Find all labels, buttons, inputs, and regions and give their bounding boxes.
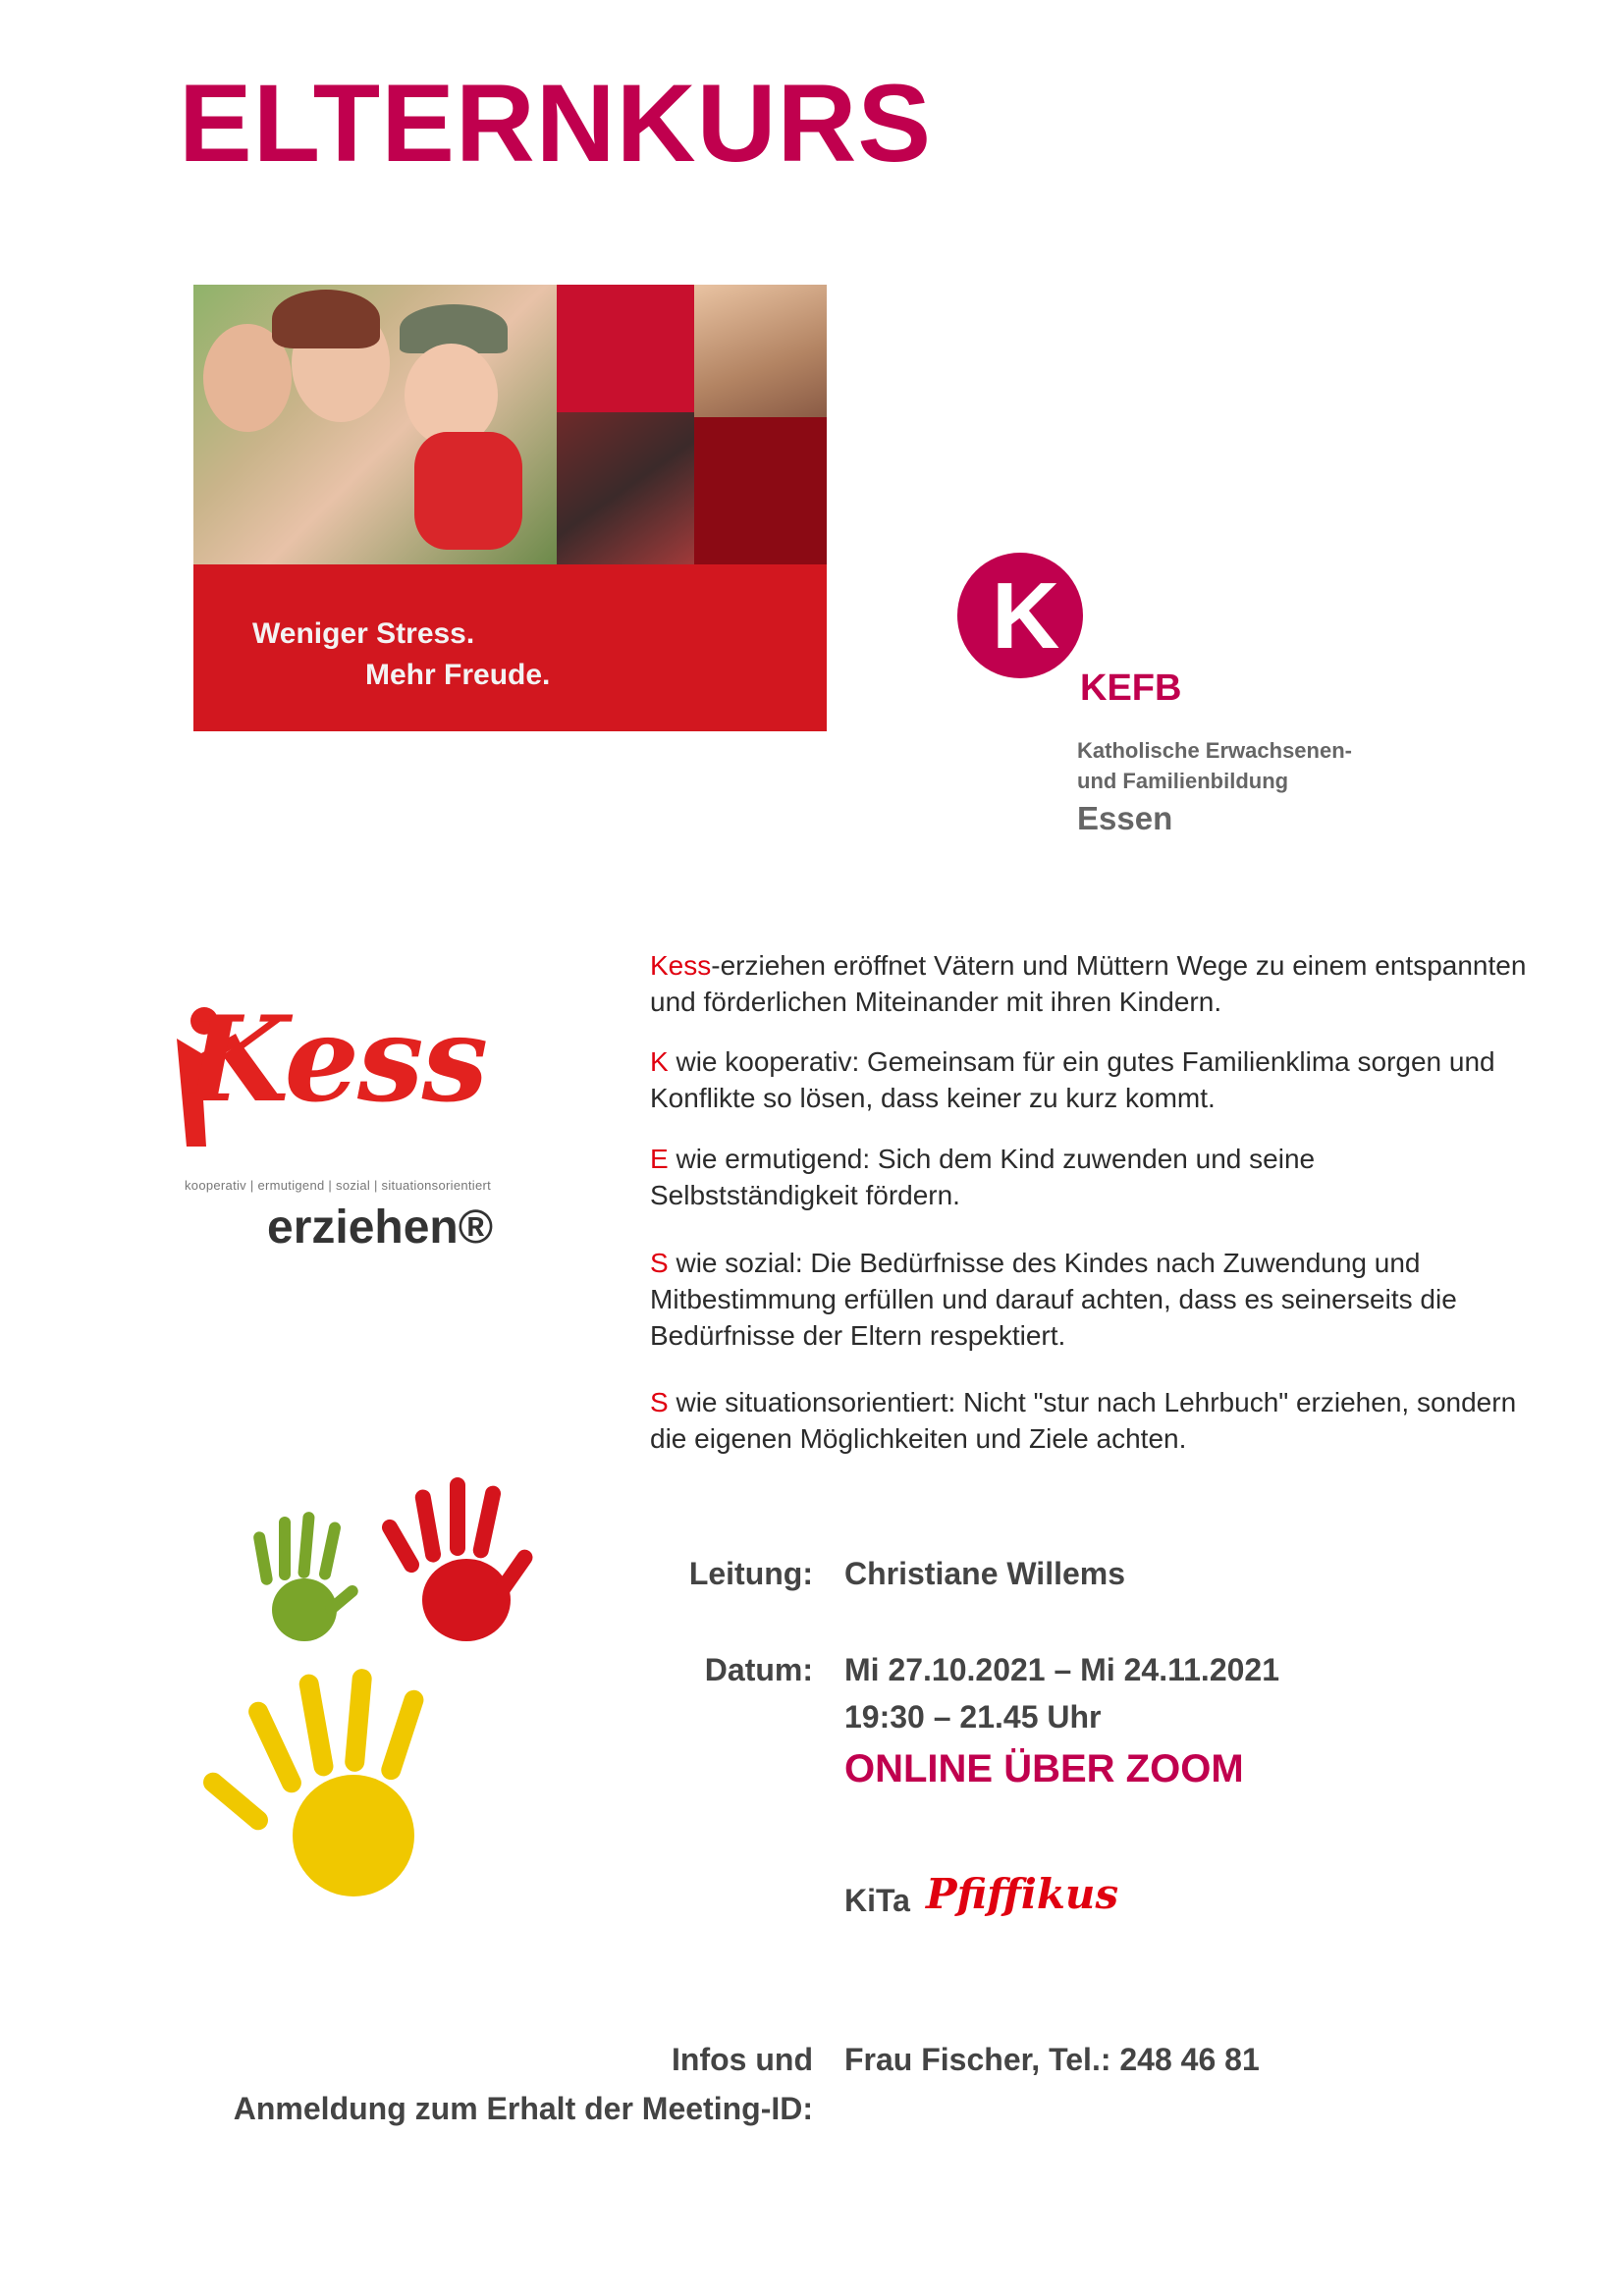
yellow-handprint-icon (216, 1669, 452, 1904)
date-range: Mi 27.10.2021 – Mi 24.11.2021 (844, 1652, 1279, 1687)
paragraph-text: wie sozial: Die Bedürfnisse des Kindes nach Zuwendung und Mitbestimmung erfüllen und darauf achten, dass es seinerseits die Bedürfnisse der Eltern respektiert. (650, 1248, 1457, 1351)
paragraph-text: wie ermutigend: Sich dem Kind zuwenden und seine Selbstständigkeit fördern. (650, 1144, 1316, 1210)
page-title: ELTERNKURS (179, 62, 933, 185)
paragraph-lead: Kess (650, 950, 712, 981)
kess-logo-tagline: kooperativ | ermutigend | sozial | situationsorientiert (185, 1178, 492, 1193)
contact-value: Frau Fischer, Tel.: 248 46 81 (844, 2042, 1260, 2077)
paragraph-text: wie situationsorientiert: Nicht "stur nach Lehrbuch" erziehen, sondern die eigenen Möglichkeiten und Ziele achten. (650, 1387, 1517, 1454)
slogan-line-2: Mehr Freude. (365, 659, 551, 691)
kita-label: KiTa (844, 1883, 910, 1918)
time-range: 19:30 – 21.45 Uhr (844, 1699, 1102, 1735)
paragraph-lead: K (650, 1046, 669, 1077)
girls-photo (694, 285, 827, 417)
paragraph-text: wie kooperativ: Gemeinsam für ein gutes Familienklima sorgen und Konflikte so lösen, dass keiner zu kurz kommt. (650, 1046, 1495, 1113)
kefb-subtitle-1: Katholische Erwachsenen- (1077, 738, 1352, 763)
kefb-city: Essen (1077, 800, 1173, 836)
banner-slogan (252, 614, 550, 696)
kita-name: Pfiffikus (926, 1870, 1119, 1918)
paragraph-sozial (650, 1245, 1563, 1354)
paragraph-ermutigend (650, 1141, 1416, 1213)
kefb-name: KEFB (1080, 667, 1182, 709)
banner-image (193, 285, 827, 731)
kefb-logo-letter: K (992, 563, 1060, 668)
green-handprint-icon (245, 1512, 363, 1649)
paragraph-lead: S (650, 1387, 669, 1417)
leitung-value: Christiane Willems (844, 1556, 1126, 1591)
toy-photo (557, 412, 694, 564)
datum-label: Datum: (704, 1652, 813, 1687)
paragraph-text: -erziehen eröffnet Vätern und Müttern Wege zu einem entspannten und förderlichen Miteinander mit ihren Kindern. (650, 950, 1527, 1017)
paragraph-lead: S (650, 1248, 669, 1278)
paragraph-lead: E (650, 1144, 669, 1174)
paragraph-intro (650, 947, 1563, 1020)
family-photo (193, 285, 557, 564)
kefb-subtitle-2: und Familienbildung (1077, 769, 1289, 793)
online-notice: ONLINE ÜBER ZOOM (844, 1747, 1244, 1790)
slogan-line-1: Weniger Stress. (252, 617, 475, 650)
kess-logo-word: Kess (187, 990, 487, 1129)
paragraph-situationsorientiert (650, 1384, 1534, 1457)
leitung-label: Leitung: (688, 1556, 813, 1591)
infos-label-1: Infos und (672, 2042, 813, 2077)
paragraph-kooperativ (650, 1043, 1563, 1116)
infos-label-2: Anmeldung zum Erhalt der Meeting-ID: (233, 2091, 813, 2126)
kess-logo-erziehen: erziehen® (267, 1201, 494, 1254)
